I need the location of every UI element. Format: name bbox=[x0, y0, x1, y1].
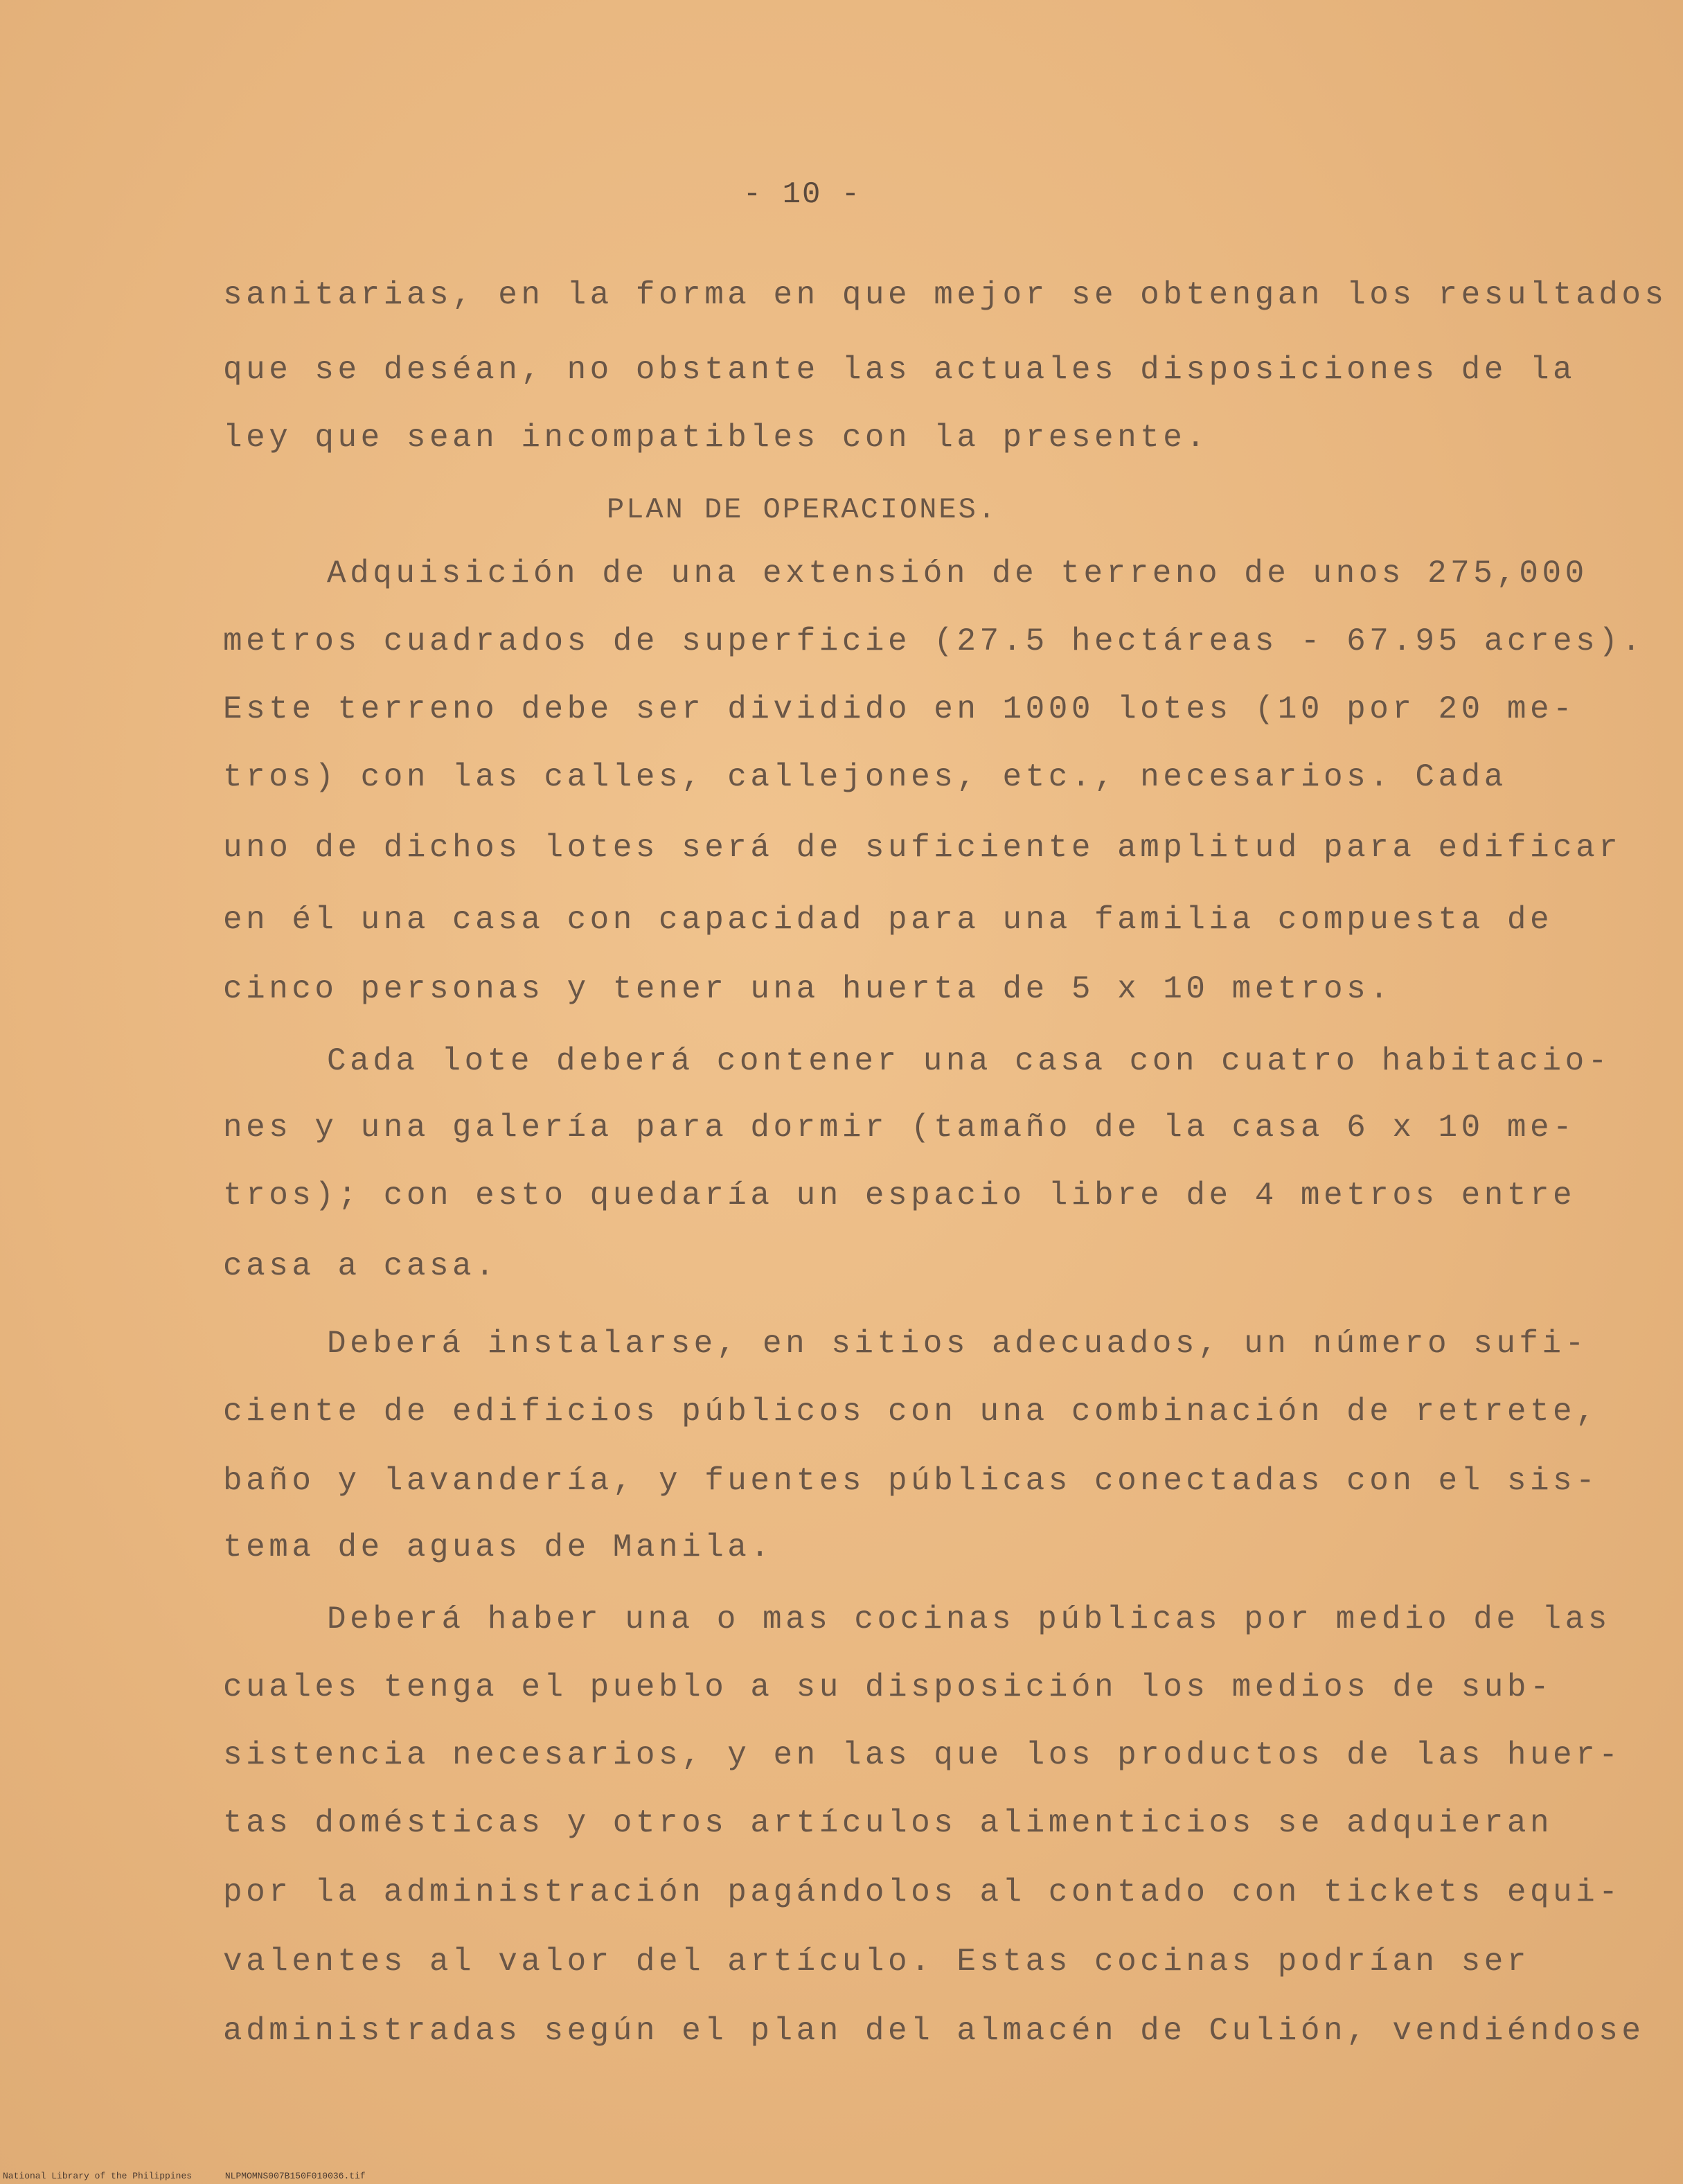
section-heading: PLAN DE OPERACIONES. bbox=[606, 493, 998, 526]
text-line: por la administración pagándolos al contado con tickets equi- bbox=[223, 1874, 1622, 1910]
text-line: metros cuadrados de superficie (27.5 hectáreas - 67.95 acres). bbox=[223, 623, 1645, 659]
footer-file-id: NLPMOMNS007B150F010036.tif bbox=[224, 2171, 366, 2181]
text-line: nes y una galería para dormir (tamaño de la casa 6 x 10 me- bbox=[223, 1110, 1576, 1146]
text-line: ciente de edificios públicos con una combinación de retrete, bbox=[223, 1394, 1599, 1430]
text-line: tema de aguas de Manila. bbox=[223, 1529, 774, 1565]
footer-institution: National Library of the Philippines bbox=[3, 2171, 193, 2181]
text-line: tros); con esto quedaría un espacio libre de 4 metros entre bbox=[223, 1178, 1576, 1214]
archive-footer bbox=[3, 2171, 393, 2181]
text-line: Adquisición de una extensión de terreno de unos 275,000 bbox=[327, 556, 1588, 592]
text-line: tros) con las calles, callejones, etc., necesarios. Cada bbox=[223, 759, 1507, 795]
text-line: que se deséan, no obstante las actuales disposiciones de la bbox=[223, 352, 1576, 388]
text-line: en él una casa con capacidad para una familia compuesta de bbox=[223, 902, 1553, 938]
page-number: - 10 - bbox=[742, 177, 862, 212]
text-line: ley que sean incompatibles con la presente. bbox=[223, 420, 1209, 456]
text-line: sanitarias, en la forma en que mejor se obtengan los resultados bbox=[223, 277, 1668, 313]
text-line: uno de dichos lotes será de suficiente amplitud para edificar bbox=[223, 830, 1622, 866]
text-line: administradas según el plan del almacén de Culión, vendiéndose bbox=[223, 2013, 1645, 2049]
text-line: cuales tenga el pueblo a su disposición los medios de sub- bbox=[223, 1669, 1553, 1705]
text-line: casa a casa. bbox=[223, 1248, 499, 1284]
text-line: baño y lavandería, y fuentes públicas conectadas con el sis- bbox=[223, 1463, 1599, 1499]
text-line: Deberá haber una o mas cocinas públicas por medio de las bbox=[327, 1601, 1611, 1637]
text-line: tas domésticas y otros artículos alimenticios se adquieran bbox=[223, 1805, 1553, 1841]
text-line: sistencia necesarios, y en las que los productos de las huer- bbox=[223, 1737, 1622, 1773]
text-line: valentes al valor del artículo. Estas cocinas podrían ser bbox=[223, 1944, 1530, 1980]
text-line: Este terreno debe ser dividido en 1000 lotes (10 por 20 me- bbox=[223, 691, 1576, 727]
text-line: Deberá instalarse, en sitios adecuados, un número sufi- bbox=[327, 1326, 1588, 1362]
text-line: cinco personas y tener una huerta de 5 x 10 metros. bbox=[223, 971, 1393, 1007]
text-line: Cada lote deberá contener una casa con cuatro habitacio- bbox=[327, 1043, 1611, 1079]
